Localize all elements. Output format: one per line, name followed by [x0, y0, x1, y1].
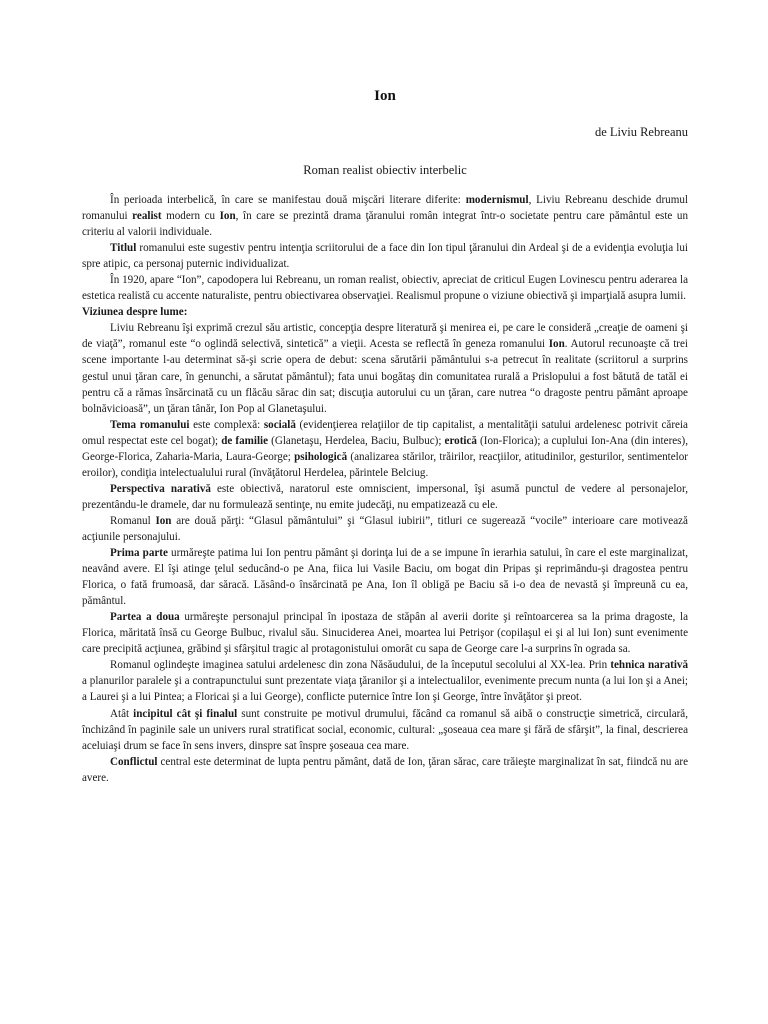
bold-text: tehnica narativă — [610, 659, 689, 672]
text-run: (Glanetaşu, Herdelea, Baciu, Bulbuc); — [268, 434, 445, 447]
text-run: are două părţi: “Glasul pământului” şi “Glasul iubirii”, titluri ce sugerează “vocile” interioare care motivează acţiunile personajului. — [82, 514, 688, 543]
text-run: . Autorul recunoaşte că trei scene importante l-au determinat să-şi scrie opera de debut: scena sărutării pământului s-a petrecut în realitate (scriitorul a surprins gestul unui ţăran care, în genunchi, a sărutat pământul); fata unui bogătaş din comunitatea rurală a Prislopului a fost bătută de tatăl ei pentru că a rămas însărcinată cu un flăcău sărac din sat; discuţia autorului cu un ţăran, care nutrea “o dragoste pentru pământ aproape bolnăvicioasă”, un ţăran tânăr, Ion Pop al Glanetaşului. — [82, 338, 688, 415]
bold-text: de familie — [221, 434, 269, 447]
bold-text: Ion — [548, 338, 565, 351]
bold-text: psihologică — [294, 450, 348, 463]
text-run: Atât — [110, 707, 134, 720]
text-run: În 1920, apare “Ion”, capodopera lui Rebreanu, un roman realist, obiectiv, apreciat de criticul Eugen Lovinescu pentru aderarea la estetica realistă cu accente naturaliste, pentru obiectivarea observaţiei. Realismul propune o viziune obiectivă şi imparţială asupra lumii. — [82, 274, 688, 303]
text-run: modern cu — [161, 210, 220, 223]
text-run: Liviu Rebreanu îşi exprimă crezul său artistic, concepţia despre literatură şi menirea ei, pe care le consideră „creaţie de oameni şi de viaţă”, romanul este “o oglindă selectivă, sintetică” a vieţii. Acesta se reflectă în geneza romanului — [82, 322, 688, 351]
bold-text: Ion — [219, 210, 236, 223]
document-subtitle: Roman realist obiectiv interbelic — [303, 163, 467, 177]
bold-text: modernismul — [465, 194, 529, 206]
paragraph — [82, 320, 688, 416]
text-run: este complexă: — [189, 418, 264, 431]
text-run: Romanul oglindeşte imaginea satului ardelenesc din zona Năsăudului, de la începutul secolului al XX-lea. Prin — [110, 659, 611, 672]
text-run: romanului este sugestiv pentru intenţia scriitorului de a face din Ion tipul ţăranului din Ardeal şi de a evidenţia evoluţia lui spre atipic, ca personaj puternic individualizat. — [82, 242, 688, 271]
paragraph — [82, 192, 688, 240]
text-run: (evidenţierea relaţiilor de tip capitalist, a mentalităţii satului ardelenesc potrivit căreia omul respectat este cel bogat); — [82, 418, 688, 447]
paragraph — [82, 657, 688, 705]
paragraph — [82, 609, 688, 657]
text-run: , Liviu Rebreanu deschide drumul romanului — [82, 194, 688, 223]
text-run: sunt construite pe motivul drumului, făcând ca romanul să aibă o construcţie simetrică, circulară, închizând în paginile sale un univers rural stratificat social, economic, cultural: „şoseaua cea mare şi fără de sfârşit”, la final, descrierea aceluiaşi drum se face în sens invers, dinspre sat înspre şoseaua cea mare. — [82, 707, 689, 752]
bold-text: Tema romanului — [110, 418, 190, 431]
text-run: urmăreşte personajul principal în ipostaza de stăpân al averii dorite şi reîntoarcerea sa la prima dragoste, la Florica, măritată însă cu George Bulbuc, rivalul său. Sinuciderea Anei, moartea lui Petrişor (copilaşul ei şi al lui Ion) sunt evenimente care precipită acţiunea, grăbind şi sfârşitul tragic al protagonistului omorât cu sapa de George care l-a surprins în ograda sa. — [82, 611, 688, 656]
text-run: urmăreşte patima lui Ion pentru pământ şi dorinţa lui de a se impune în ierarhia satului, în care el este marginalizat, neavând avere. El îşi atinge ţelul seducând-o pe Ana, fiica lui Vasile Baciu, om bogat din Pripas şi reprimându-şi dragostea pentru Florica, o fată frumoasă, dar săracă. Lăsând-o însărcinată pe Ana, Ion îl obligă pe Baciu să i-o dea de nevastă şi împreună cu ea, pământul. — [82, 547, 689, 608]
document-page — [82, 84, 688, 786]
paragraph — [82, 481, 688, 513]
paragraph — [82, 304, 688, 320]
bold-text: Prima parte — [110, 547, 168, 560]
bold-text: incipitul cât şi finalul — [133, 707, 238, 720]
bold-text: socială — [263, 418, 296, 431]
paragraph — [82, 706, 688, 754]
document-title: Ion — [374, 88, 396, 104]
text-run: În perioada interbelică, în care se manifestau două mişcări literare diferite: — [110, 194, 466, 206]
bold-text: Ion — [155, 514, 172, 527]
paragraph — [82, 272, 688, 304]
document-author: de Liviu Rebreanu — [594, 125, 688, 139]
bold-text: Partea a doua — [110, 611, 180, 624]
paragraph — [82, 754, 688, 786]
text-run: , în care se prezintă drama ţăranului român integrat într-o societate pentru care pământul este un criteriu al valorii individuale. — [82, 210, 689, 239]
paragraph — [82, 545, 688, 609]
bold-text: erotică — [444, 434, 477, 447]
paragraph — [82, 417, 688, 481]
text-run: Romanul — [110, 514, 156, 527]
text-run: este obiectivă, naratorul este omniscient, impersonal, îşi asumă punctul de vedere al personajelor, prezentându-le dramele, dar nu formulează sentinţe, nu emite judecăţi, nu empatizează cu ele. — [82, 482, 688, 511]
paragraph — [82, 513, 688, 545]
bold-text: Perspectiva narativă — [110, 482, 211, 495]
text-run: a planurilor paralele şi a contrapunctului sunt prezentate viaţa ţăranilor şi a intelectualilor, evenimente precum nunta (a lui Ion şi a Anei; a Laurei şi a lui Pintea; a Floricai şi a lui George), conflicte puternice între Ion şi George, între învăţător şi preot. — [82, 675, 688, 704]
bold-text: Viziunea despre lume: — [82, 306, 188, 319]
paragraph — [82, 240, 688, 272]
text-run: central este determinat de lupta pentru pământ, dată de Ion, ţăran sărac, care trăieşte marginalizat în sat, fiindcă nu are avere. — [82, 755, 688, 784]
bold-text: realist — [132, 210, 162, 223]
text-run: (analizarea stărilor, trăirilor, reacţiilor, atitudinilor, gesturilor, sentimentelor eroilor), condiţia intelectualului rural (învăţătorul Herdelea, părintele Belciug. — [82, 450, 688, 479]
document-body — [82, 192, 688, 786]
bold-text: Titlul — [110, 242, 137, 255]
bold-text: Conflictul — [110, 755, 158, 768]
text-run: (Ion-Florica); a cuplului Ion-Ana (din interes), George-Florica, Zaharia-Maria, Laura-George; — [82, 434, 688, 463]
